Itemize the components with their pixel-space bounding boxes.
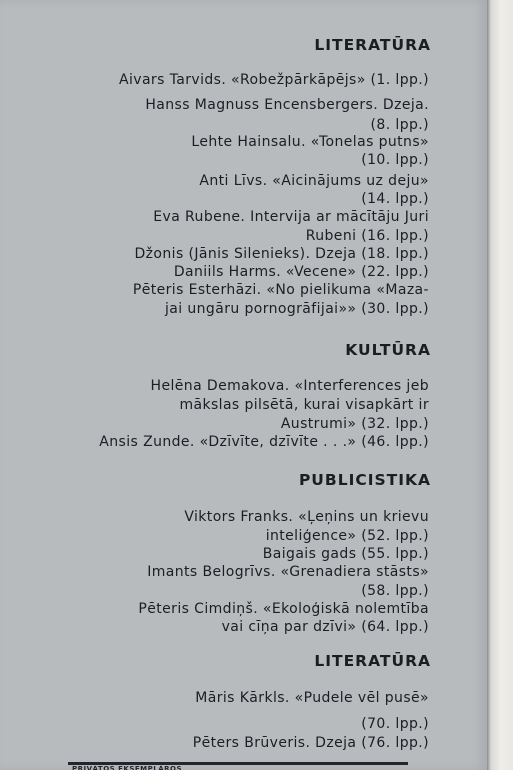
section-heading-publicistika: PUBLICISTIKA [298,471,431,489]
toc-entry: (14. lpp.) [361,191,429,207]
toc-entry: Daniils Harms. «Vecene» (22. lpp.) [173,264,429,280]
toc-entry: (10. lpp.) [361,152,429,168]
toc-entry: mākslas pilsētā, kurai visapkārt ir [179,397,429,413]
toc-entry: Lehte Hainsalu. «Tonelas putns» [191,134,429,150]
toc-entry: (58. lpp.) [361,583,429,599]
toc-entry: (8. lpp.) [370,117,429,133]
toc-entry: Pēters Brūveris. Dzeja (76. lpp.) [192,735,429,751]
toc-entry: Džonis (Jānis Silenieks). Dzeja (18. lpp.) [134,246,429,262]
toc-entry: Māris Kārkls. «Pudele vēl pusē» [195,690,429,706]
section-heading-literatura-2: LITERATŪRA [314,652,431,670]
section-heading-kultura: KULTŪRA [345,341,431,359]
toc-entry: Ansis Zunde. «Dzīvīte, dzīvīte . . .» (46. lpp.) [99,434,429,450]
toc-entry: Imants Belogrīvs. «Grenadiera stāsts» [147,564,429,580]
footer-text: PRIVĀTOS EKSEMPLĀROS [72,765,183,770]
toc-entry: Pēteris Cimdiņš. «Ekoloģiskā nolemtība [138,601,429,617]
toc-entry: Anti Līvs. «Aicinājums uz deju» [199,173,429,189]
toc-entry: inteliģence» (52. lpp.) [265,528,429,544]
toc-entry: Hanss Magnuss Encensbergers. Dzeja. [145,97,429,113]
toc-entry: Austrumi» (32. lpp.) [280,416,429,432]
toc-entry: Eva Rubene. Intervija ar mācītāju Juri [153,209,429,225]
toc-entry: Pēteris Esterhāzi. «No pielikuma «Maza- [132,282,429,298]
section-heading-literatura: LITERATŪRA [314,36,431,54]
toc-entry: Rubeni (16. lpp.) [305,228,429,244]
toc-entry: Aivars Tarvids. «Robežpārkāpējs» (1. lpp.) [119,72,429,88]
toc-entry: Viktors Franks. «Ļeņins un krievu [184,509,429,525]
page-edge [487,0,513,770]
toc-entry: jai ungāru pornogrāfijai»» (30. lpp.) [164,301,429,317]
toc-entry: Helēna Demakova. «Interferences jeb [150,378,429,394]
toc-entry: Baigais gads (55. lpp.) [262,546,429,562]
toc-entry: (70. lpp.) [361,716,429,732]
toc-entry: vai cīņa par dzīvi» (64. lpp.) [221,619,429,635]
